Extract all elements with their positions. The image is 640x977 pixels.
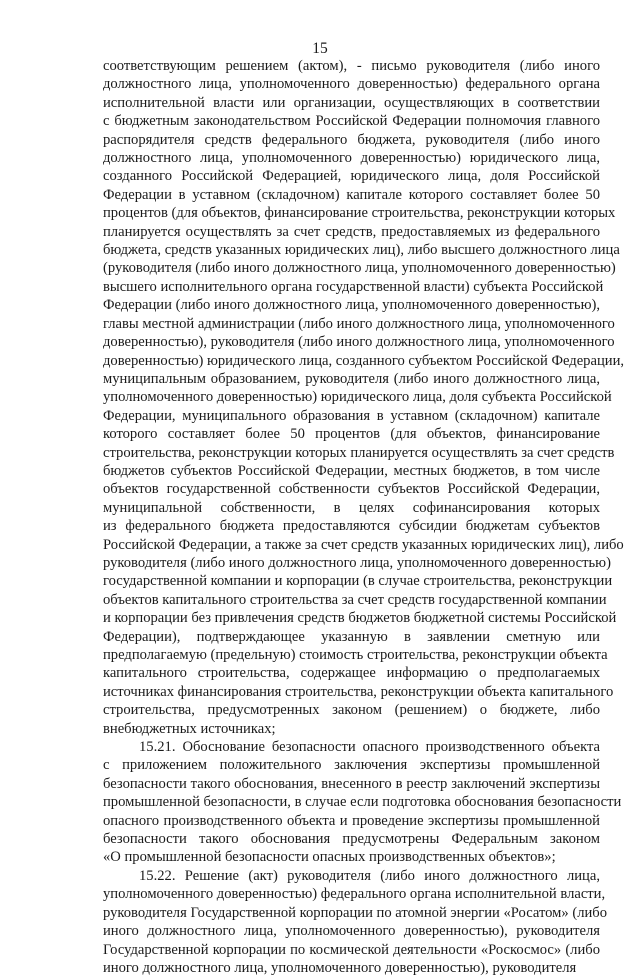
text-line: и корпорации без привлечения средств бюджетов бюджетной системы Российской	[103, 610, 617, 627]
text-line: промышленной безопасности, в случае если подготовка обоснования безопасности	[103, 794, 622, 811]
text-line: доверенностью), руководителя (либо иного должностного лица, уполномоченного	[103, 334, 615, 351]
text-line: Федерации, муниципального образования в уставном (складочном) капитале	[103, 407, 600, 424]
text-line: внебюджетных источниках;	[103, 720, 276, 737]
text-line: предполагаемую (предельную) стоимость строительства, реконструкции объекта	[103, 647, 608, 663]
text-line: с бюджетным законодательством Российской Федерации полномочия главного	[103, 113, 600, 130]
text-line: исполнительной власти или организации, осуществляющих в соответствии	[103, 94, 600, 111]
text-line: соответствующим решением (актом), - письмо руководителя (либо иного	[103, 58, 600, 74]
text-line: (руководителя (либо иного должностного лица, уполномоченного доверенностью)	[103, 260, 616, 277]
text-line: объектов капитального строительства за счет средств государственной компании	[103, 591, 607, 608]
text-line: иного должностного лица, уполномоченного доверенностью), руководителя	[103, 923, 600, 940]
text-line: должностного лица, уполномоченного доверенностью) юридического лица,	[103, 150, 600, 167]
text-line: Федерации в уставном (складочном) капитале которого составляет более 50	[103, 186, 600, 203]
text-line: опасного производственного объекта и проведение экспертизы промышленной	[103, 812, 600, 829]
text-line: уполномоченного доверенностью) федерального органа исполнительной власти,	[103, 886, 606, 903]
text-line: безопасности такого обоснования предусмотрены Федеральным законом	[103, 831, 600, 848]
text-line: которого составляет более 50 процентов (для объектов, финансирование	[103, 426, 600, 443]
text-line: руководителя Государственной корпорации по атомной энергии «Росатом» (либо	[103, 904, 608, 921]
page-number: 15	[312, 40, 328, 57]
text-line: объектов государственной собственности субъектов Российской Федерации,	[103, 481, 600, 498]
paragraph-continuation	[103, 57, 625, 738]
text-line: 15.22. Решение (акт) руководителя (либо иного должностного лица,	[139, 867, 600, 884]
text-line: руководителя (либо иного должностного лица, уполномоченного доверенностью)	[103, 554, 611, 571]
text-line: из федерального бюджета предоставляются субсидии бюджетам субъектов	[103, 518, 600, 535]
document-body	[103, 57, 625, 977]
text-line: иного должностного лица, уполномоченного доверенностью), руководителя	[103, 959, 577, 976]
paragraph-item-15-21	[103, 738, 622, 867]
text-line: безопасности такого обоснования, внесенного в реестр заключений экспертизы	[103, 775, 600, 792]
text-line: строительства, реконструкции которых планируется осуществлять за счет средств	[103, 444, 615, 461]
text-line: муниципальным образованием, руководителя (либо иного должностного лица,	[103, 370, 600, 387]
text-line: «О промышленной безопасности опасных производственных объектов»;	[103, 849, 556, 866]
text-line: бюджетов субъектов Российской Федерации, местных бюджетов, в том числе	[103, 462, 600, 479]
text-line: бюджета, средств указанных юридических лиц), либо высшего должностного лица	[103, 242, 620, 259]
text-line: главы местной администрации (либо иного должностного лица, уполномоченного	[103, 315, 615, 332]
text-line: Российской Федерации, а также за счет средств указанных юридических лиц), либо	[103, 536, 624, 553]
text-line: государственной компании и корпорации (в случае строительства, реконструкции	[103, 573, 613, 590]
text-line: источниках финансирования строительства, реконструкции объекта капитального	[103, 683, 614, 700]
text-line: строительства, предусмотренных законом (решением) о бюджете, либо	[103, 702, 600, 719]
text-line: Федерации), подтверждающее указанную в заявлении сметную или	[103, 628, 600, 645]
text-line: муниципальной собственности, в целях софинансирования которых	[103, 499, 600, 516]
text-line: должностного лица, уполномоченного доверенностью) федерального органа	[103, 76, 600, 93]
text-line: Федерации (либо иного должностного лица, уполномоченного доверенностью),	[103, 297, 600, 314]
text-line: Государственной корпорации по космической деятельности «Роскосмос» (либо	[103, 941, 600, 958]
text-line: уполномоченного доверенностью) юридического лица, доля субъекта Российской	[103, 389, 612, 406]
text-line: высшего исполнительного органа государственной власти) субъекта Российской	[103, 278, 604, 295]
paragraph-item-15-22	[103, 867, 608, 977]
text-line: доверенностью) юридического лица, созданного субъектом Российской Федерации,	[103, 352, 625, 369]
text-line: планируется осуществлять за счет средств, предоставляемых из федерального	[103, 223, 600, 240]
text-line: распорядителя средств федерального бюджета, руководителя (либо иного	[103, 131, 600, 148]
text-line: созданного Российской Федерацией, юридического лица, доля Российской	[103, 168, 600, 185]
text-line: с приложением положительного заключения экспертизы промышленной	[103, 757, 600, 774]
text-line: процентов (для объектов, финансирование строительства, реконструкции которых	[103, 205, 616, 222]
text-line: 15.21. Обоснование безопасности опасного производственного объекта	[139, 739, 600, 756]
text-line: капитального строительства, содержащее информацию о предполагаемых	[103, 665, 600, 682]
